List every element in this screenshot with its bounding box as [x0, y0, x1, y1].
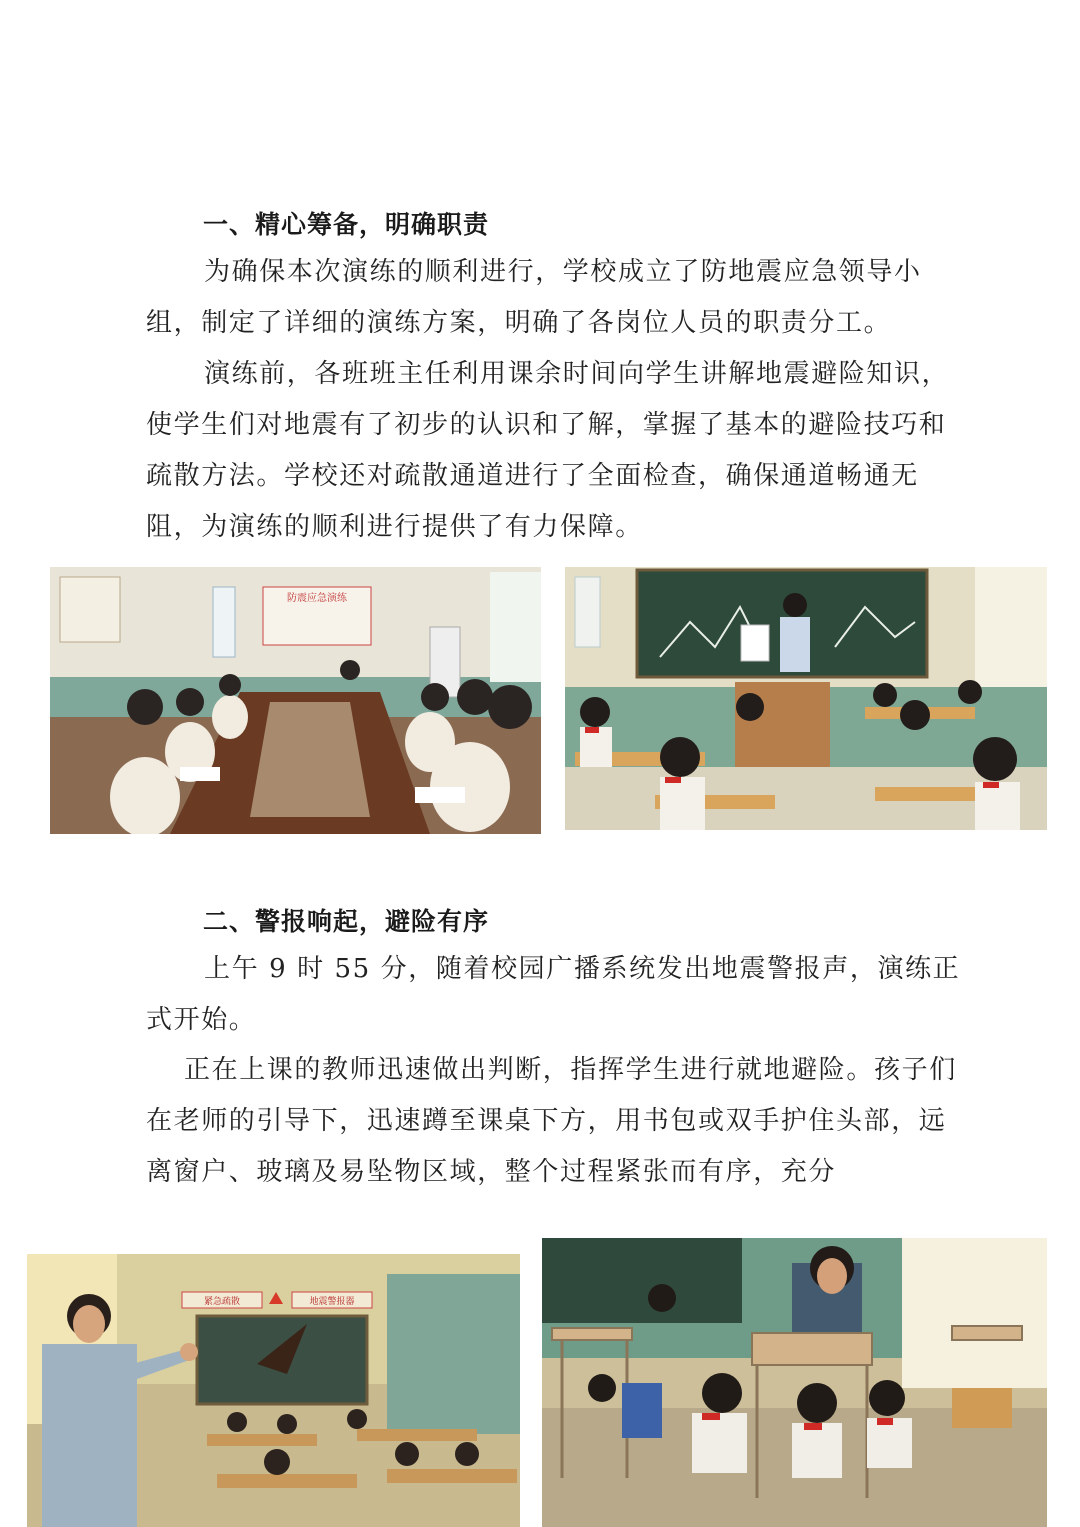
section2-paragraph-2: 正在上课的教师迅速做出判断，指挥学生进行就地避险。孩子们在老师的引导下，迅速蹲至课桌下方，用书包或双手护住头部，远离窗户、玻璃及易坠物区域，整个过程紧张而有序，充分: [146, 1055, 957, 1187]
section1-heading: 一、精心筹备，明确职责: [203, 210, 490, 239]
alarm-banner-right: 地震警报器: [309, 1297, 355, 1307]
photo-students-under-desks: [542, 1238, 1047, 1527]
section1-paragraph-1: 为确保本次演练的顺利进行，学校成立了防地震应急领导小组，制定了详细的演练方案，明确了各岗位人员的职责分工。: [146, 257, 922, 338]
meeting-banner-text: 防震应急演练: [287, 593, 347, 604]
photo-alarm-teacher-directing: [27, 1254, 520, 1527]
photo-classroom-lecture: [565, 567, 1047, 830]
photo-staff-meeting: [50, 567, 541, 834]
alarm-banner-left: 紧急疏散: [203, 1297, 241, 1307]
section2-paragraph-1: 上午 9 时 55 分，随着校园广播系统发出地震警报声，演练正式开始。: [146, 954, 961, 1035]
section1-paragraph-2: 演练前，各班班主任利用课余时间向学生讲解地震避险知识，使学生们对地震有了初步的认识和了解，掌握了基本的避险技巧和疏散方法。学校还对疏散通道进行了全面检查，确保通道畅通无阻，为演练的顺利进行提供了有力保障。: [146, 359, 950, 542]
section2-heading: 二、警报响起，避险有序: [203, 907, 490, 936]
